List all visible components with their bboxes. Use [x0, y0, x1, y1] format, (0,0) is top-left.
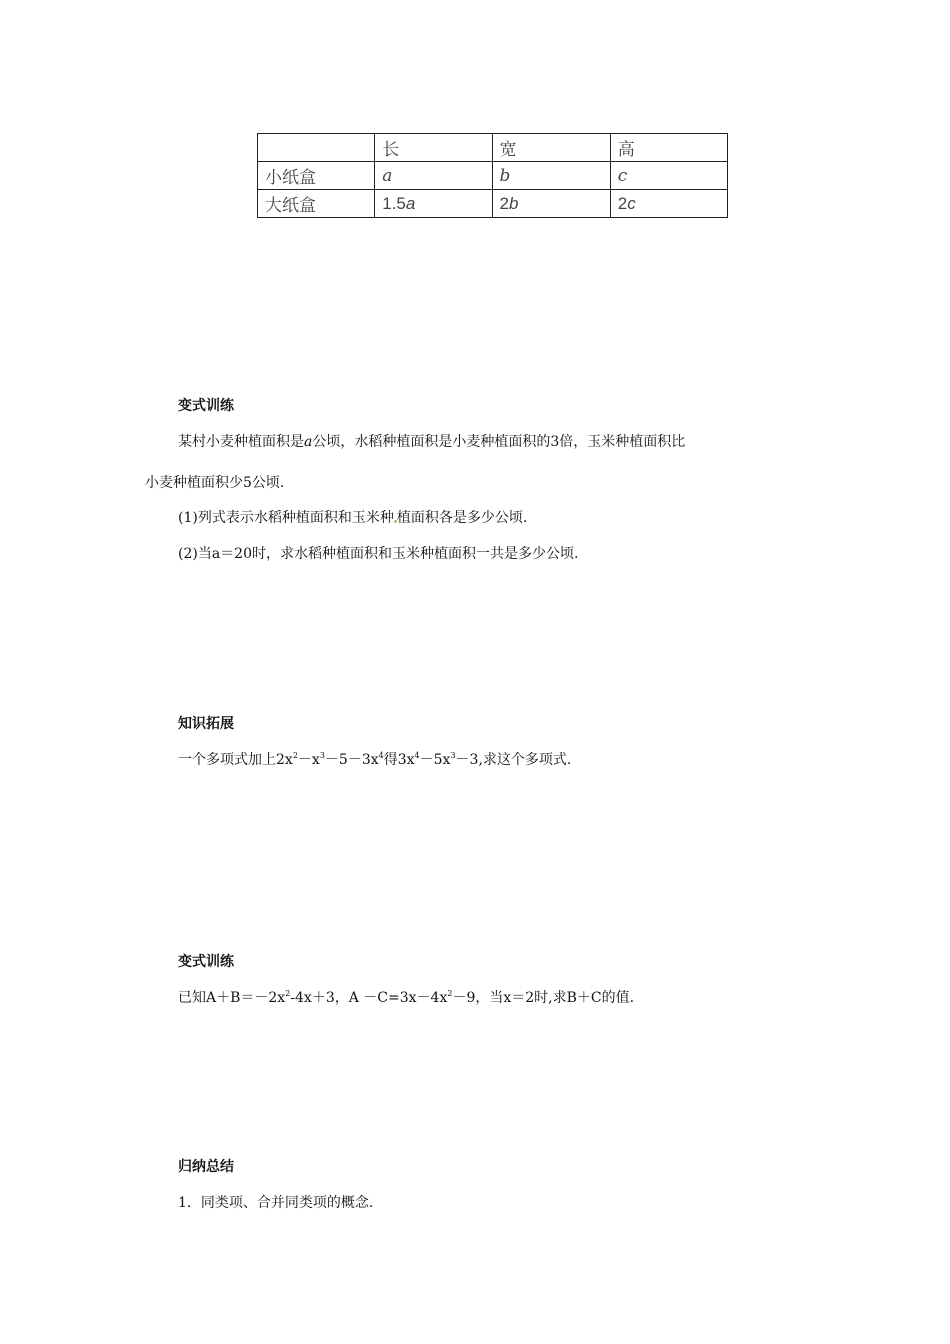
- table-header-cell: 宽: [492, 134, 610, 162]
- table-header-cell: 长: [375, 134, 492, 162]
- text-run: －5－3x: [324, 752, 379, 768]
- cell-var: c: [627, 193, 636, 213]
- problem-text: [178, 987, 634, 1007]
- section-heading: 变式训练: [178, 398, 234, 414]
- exponent: 2: [292, 751, 298, 760]
- text-run: 公顷，水稻种植面积是小麦种植面积的3倍，玉米种植面积比: [312, 434, 686, 450]
- cell-coef: 2: [499, 193, 510, 213]
- table-row: [258, 190, 728, 218]
- table-cell: [492, 190, 610, 218]
- text-var: a: [304, 434, 313, 450]
- cell-coef: 2: [617, 193, 628, 213]
- box-dimension-table: [257, 133, 728, 218]
- summary-item: 1．同类项、合并同类项的概念.: [178, 1195, 374, 1211]
- text-run: -4x＋3，A －C=3x－4x: [290, 990, 448, 1006]
- cell-var: a: [405, 193, 416, 213]
- table-cell: [610, 162, 727, 190]
- text-run: 一个多项式加上2x: [178, 752, 293, 768]
- cell-var: b: [509, 193, 519, 213]
- problem-paragraph-cont: 小麦种植面积少5公顷.: [145, 475, 285, 491]
- text-run: 得3x: [383, 752, 415, 768]
- text-run: －5x: [419, 752, 451, 768]
- section-heading: 变式训练: [178, 954, 234, 970]
- table-header-cell: 高: [610, 134, 727, 162]
- cell-var: b: [499, 165, 511, 186]
- exponent: 2: [447, 989, 453, 998]
- table-row-label: 大纸盒: [258, 190, 375, 218]
- section-heading: 归纳总结: [178, 1159, 234, 1175]
- exponent: 2: [285, 989, 291, 998]
- section-heading: 知识拓展: [178, 716, 234, 732]
- text-run: －9，当x＝2时,求B＋C的值.: [452, 990, 635, 1006]
- cell-var: a: [382, 165, 393, 186]
- table-cell: [610, 190, 727, 218]
- text-run: －3,求这个多项式.: [455, 752, 572, 768]
- exponent: 3: [319, 751, 325, 760]
- problem-paragraph: [178, 431, 685, 451]
- table-cell: [375, 162, 492, 190]
- exponent: 4: [414, 751, 420, 760]
- table-header-cell: [258, 134, 375, 162]
- exponent: 3: [450, 751, 456, 760]
- table-row-label: 小纸盒: [258, 162, 375, 190]
- text-run: (1)列式表示水稻种植面积和玉米种: [178, 510, 394, 526]
- text-run: 已知A＋B＝－2x: [178, 990, 286, 1006]
- cell-coef: 1.5: [382, 193, 406, 213]
- text-run: 植面积各是多少公顷.: [396, 510, 528, 526]
- table-cell: [492, 162, 610, 190]
- table-row: [258, 162, 728, 190]
- exponent: 4: [378, 751, 384, 760]
- table-cell: [375, 190, 492, 218]
- question-1: [178, 507, 527, 527]
- text-run: 某村小麦种植面积是: [178, 434, 304, 450]
- table-header-row: [258, 134, 728, 162]
- question-2: (2)当a＝20时，求水稻种植面积和玉米种植面积一共是多少公顷.: [178, 546, 579, 562]
- cell-var: c: [617, 165, 628, 186]
- text-run: －x: [297, 752, 320, 768]
- problem-text: [178, 749, 571, 769]
